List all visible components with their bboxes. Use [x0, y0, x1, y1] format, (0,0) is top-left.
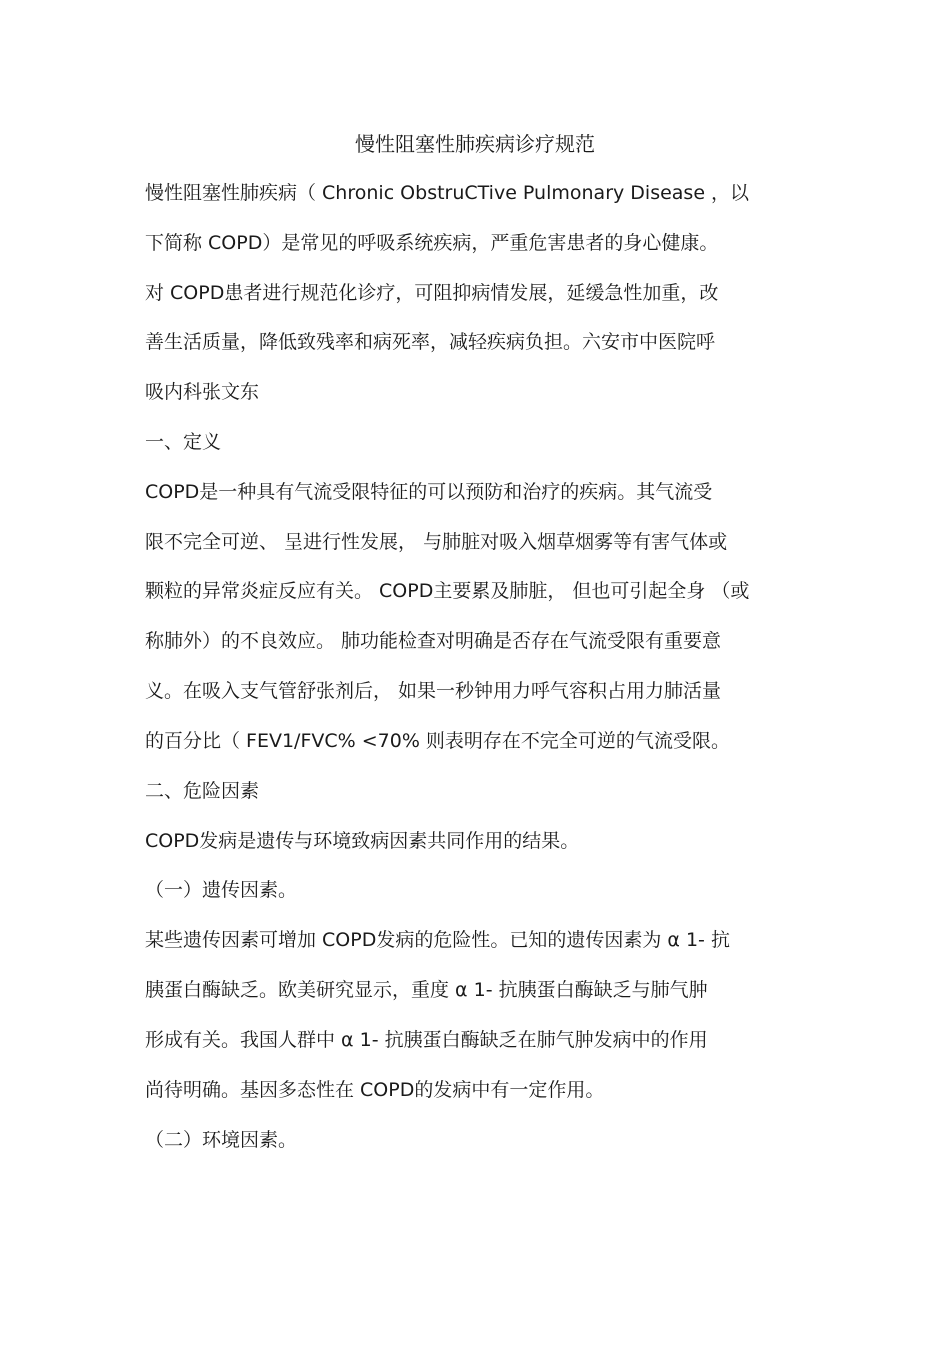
subsection-heading: （二）环境因素。 [145, 1129, 298, 1151]
paragraph-line: 限不完全可逆、 呈进行性发展， 与肺脏对吸入烟草烟雾等有害气体或 [145, 531, 728, 553]
paragraph-line: 的百分比（ FEV1/FVC% <70% 则表明存在不完全可逆的气流受限。 [145, 730, 730, 752]
paragraph-line: 形成有关。我国人群中 α 1- 抗胰蛋白酶缺乏在肺气肿发病中的作用 [145, 1029, 708, 1051]
paragraph-line: 善生活质量，降低致残率和病死率，减轻疾病负担。六安市中医院呼 [145, 331, 716, 353]
paragraph-line: 下简称 COPD）是常见的呼吸系统疾病，严重危害患者的身心健康。 [145, 232, 719, 254]
paragraph-line: 吸内科张文东 [145, 381, 260, 403]
paragraph-line: 胰蛋白酶缺乏。欧美研究显示，重度 α 1- 抗胰蛋白酶缺乏与肺气肿 [145, 979, 708, 1001]
paragraph-line: COPD是一种具有气流受限特征的可以预防和治疗的疾病。其气流受 [145, 481, 713, 503]
paragraph-line: 慢性阻塞性肺疾病（ Chronic ObstruCTive Pulmonary Disease ，以 [145, 182, 750, 204]
paragraph-line: 对 COPD患者进行规范化诊疗，可阻抑病情发展，延缓急性加重，改 [145, 282, 719, 304]
paragraph-line: 称肺外）的不良效应。 肺功能检查对明确是否存在气流受限有重要意 [145, 630, 722, 652]
paragraph-line: 颗粒的异常炎症反应有关。 COPD主要累及肺脏， 但也可引起全身 （或 [145, 580, 750, 602]
paragraph-line: 义。在吸入支气管舒张剂后， 如果一秒钟用力呼气容积占用力肺活量 [145, 680, 722, 702]
section-heading: 二、危险因素 [145, 780, 260, 802]
page-title: 慢性阻塞性肺疾病诊疗规范 [355, 132, 595, 156]
paragraph-line: COPD发病是遗传与环境致病因素共同作用的结果。 [145, 830, 580, 852]
section-heading: 一、定义 [145, 431, 222, 453]
subsection-heading: （一）遗传因素。 [145, 879, 298, 901]
paragraph-line: 某些遗传因素可增加 COPD发病的危险性。已知的遗传因素为 α 1- 抗 [145, 929, 730, 951]
paragraph-line: 尚待明确。基因多态性在 COPD的发病中有一定作用。 [145, 1079, 605, 1101]
